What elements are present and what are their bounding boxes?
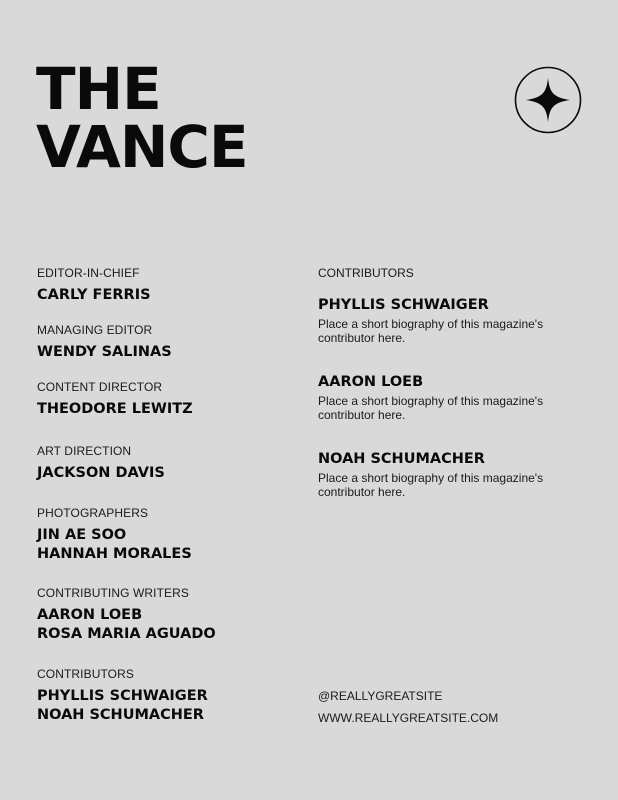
staff-role-editor-in-chief bbox=[37, 266, 151, 305]
staff-name: THEODORE LEWITZ bbox=[37, 401, 193, 417]
staff-name: WENDY SALINAS bbox=[37, 344, 172, 360]
role-label: ART DIRECTION bbox=[37, 444, 132, 458]
staff-name: PHYLLIS SCHWAIGER bbox=[37, 688, 208, 704]
contributor-card bbox=[318, 450, 598, 499]
staff-name: ROSA MARIA AGUADO bbox=[37, 626, 216, 642]
staff-role-content-director bbox=[37, 380, 193, 419]
staff-role-contributing-writers bbox=[37, 586, 216, 644]
role-names bbox=[37, 286, 151, 305]
website-address: WWW.REALLYGREATSITE.COM bbox=[318, 711, 499, 725]
contributor-name: AARON LOEB bbox=[318, 374, 424, 390]
role-label: PHOTOGRAPHERS bbox=[37, 506, 149, 520]
role-names bbox=[37, 606, 216, 644]
staff-name: JIN AE SOO bbox=[37, 527, 127, 543]
staff-name: CARLY FERRIS bbox=[37, 287, 151, 303]
contributor-bio: Place a short biography of this magazine's contributor here. bbox=[318, 471, 544, 499]
masthead-line-2: VANCE bbox=[36, 113, 248, 181]
staff-role-managing-editor bbox=[37, 323, 172, 362]
role-label: CONTRIBUTING WRITERS bbox=[37, 586, 189, 600]
role-label: EDITOR-IN-CHIEF bbox=[37, 266, 140, 280]
staff-role-art-direction bbox=[37, 444, 165, 483]
contact-footer bbox=[318, 689, 498, 733]
contributors-heading: CONTRIBUTORS bbox=[318, 266, 414, 280]
role-names bbox=[37, 400, 193, 419]
staff-name: AARON LOEB bbox=[37, 607, 143, 623]
staff-name: NOAH SCHUMACHER bbox=[37, 707, 204, 723]
role-names bbox=[37, 526, 192, 564]
staff-role-contributors bbox=[37, 667, 208, 725]
contributor-bio: Place a short biography of this magazine's contributor here. bbox=[318, 394, 544, 422]
role-label: MANAGING EDITOR bbox=[37, 323, 153, 337]
contributor-card bbox=[318, 296, 598, 345]
role-label: CONTENT DIRECTOR bbox=[37, 380, 163, 394]
masthead-title bbox=[36, 55, 248, 181]
contributor-name: NOAH SCHUMACHER bbox=[318, 451, 485, 467]
role-names bbox=[37, 464, 165, 483]
staff-role-photographers bbox=[37, 506, 192, 564]
contributors-section bbox=[318, 266, 598, 499]
role-names bbox=[37, 343, 172, 362]
contributor-card bbox=[318, 373, 598, 422]
staff-name: HANNAH MORALES bbox=[37, 546, 192, 562]
four-point-star-icon bbox=[514, 66, 582, 134]
contributor-bio: Place a short biography of this magazine's contributor here. bbox=[318, 317, 544, 345]
staff-name: JACKSON DAVIS bbox=[37, 465, 165, 481]
social-handle: @REALLYGREATSITE bbox=[318, 689, 443, 703]
masthead-line-1: THE bbox=[36, 55, 161, 123]
contributor-name: PHYLLIS SCHWAIGER bbox=[318, 297, 489, 313]
role-names bbox=[37, 687, 208, 725]
role-label: CONTRIBUTORS bbox=[37, 667, 134, 681]
